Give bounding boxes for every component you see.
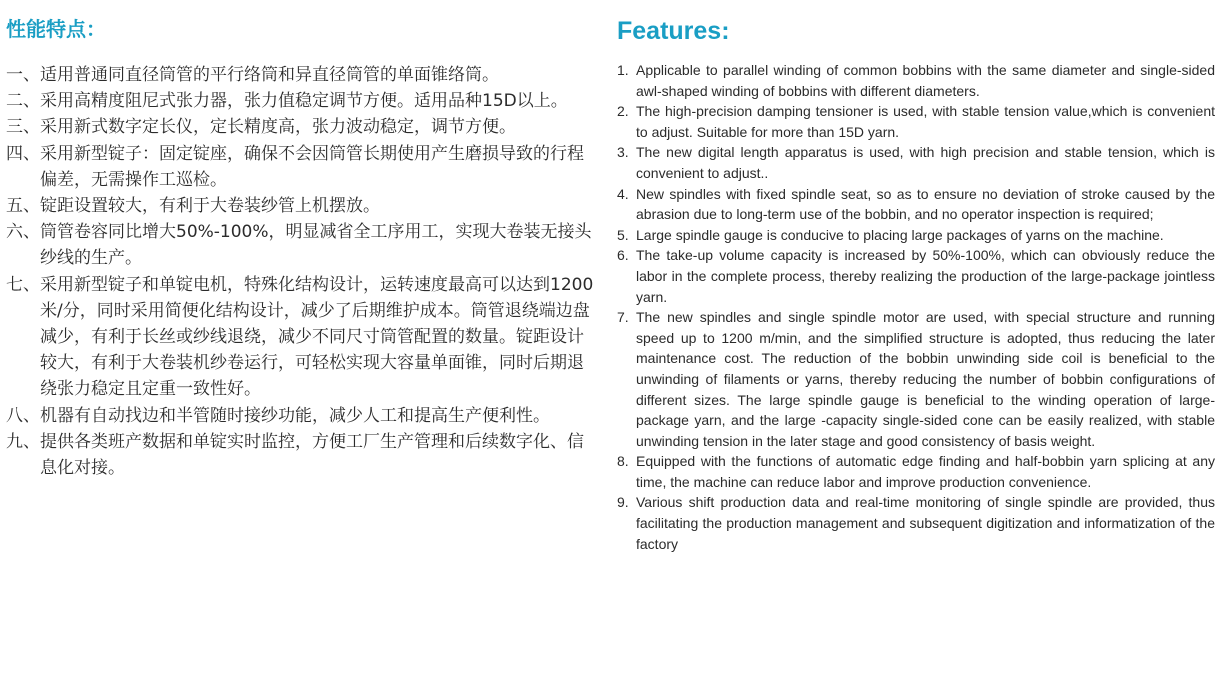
english-feature-number: 2. <box>617 103 629 120</box>
chinese-features-section <box>6 14 596 481</box>
chinese-feature-number: 四、 <box>6 143 40 164</box>
english-feature-text: The new digital length apparatus is used, with high precision and stable tension, which is convenient to adjust.. <box>636 144 1215 181</box>
english-feature-text: The take-up volume capacity is increased by 50%-100%, which can obviously reduce the labor in the complete process, thereby realizing the production of the large-package jointless yarn. <box>636 247 1215 305</box>
english-feature-text: Applicable to parallel winding of common bobbins with the same diameter and single-sided awl-shaped winding of bobbins with different diameters. <box>636 62 1215 99</box>
english-feature-item-5 <box>617 225 1215 246</box>
chinese-feature-number: 一、 <box>6 65 40 85</box>
chinese-feature-item-8 <box>6 403 596 429</box>
chinese-feature-item-2 <box>6 88 596 114</box>
english-feature-text: Various shift production data and real-time monitoring of single spindle are provided, thus facilitating the production management and subsequent digitization and informatization of the factory <box>636 494 1215 552</box>
english-feature-number: 5. <box>617 226 629 243</box>
chinese-feature-item-5 <box>6 193 596 219</box>
english-feature-text: New spindles with fixed spindle seat, so as to ensure no deviation of stroke caused by the abrasion due to long-term use of the bobbin, and no operator inspection is required; <box>636 185 1215 223</box>
chinese-feature-number: 三、 <box>6 117 40 138</box>
chinese-feature-number: 二、 <box>6 91 40 112</box>
chinese-feature-number: 九、 <box>6 431 40 452</box>
chinese-feature-item-6 <box>6 219 596 271</box>
chinese-feature-text: 筒管卷容同比增大50%-100%，明显减省全工序用工，实现大卷装无接头纱线的生产。 <box>40 222 592 269</box>
english-feature-number: 4. <box>617 185 629 202</box>
english-feature-item-6 <box>617 245 1215 307</box>
chinese-feature-item-7 <box>6 272 596 403</box>
chinese-feature-text: 适用普通同直径筒管的平行络筒和异直径筒管的单面锥络筒。 <box>40 65 499 85</box>
english-feature-text: Large spindle gauge is conducive to placing large packages of yarns on the machine. <box>636 226 1164 243</box>
chinese-feature-text: 提供各类班产数据和单锭实时监控，方便工厂生产管理和后续数字化、信息化对接。 <box>40 431 584 479</box>
english-feature-item-2 <box>617 101 1215 142</box>
chinese-feature-number: 八、 <box>6 405 40 426</box>
english-feature-item-7 <box>617 307 1215 451</box>
english-feature-text: The high-precision damping tensioner is used, with stable tension value,which is convenient to adjust. Suitable for more than 15D yarn. <box>636 103 1215 140</box>
chinese-feature-item-3 <box>6 114 596 140</box>
english-feature-number: 7. <box>617 309 629 326</box>
english-feature-item-4 <box>617 184 1215 225</box>
english-features-list <box>617 60 1215 554</box>
english-features-section <box>617 14 1215 554</box>
english-feature-item-9 <box>617 492 1215 554</box>
chinese-feature-item-1 <box>6 62 596 88</box>
chinese-feature-text: 采用新型锭子和单锭电机，特殊化结构设计，运转速度最高可以达到1200米/分，同时采用简便化结构设计，减少了后期维护成本。筒管退绕端边盘减少，有利于长丝或纱线退绕，减少不同尺寸筒管配置的数量。锭距设计较大，有利于大卷装机纱卷运行，可轻松实现大容量单面锥，同时后期退绕张力稳定且定重一致性好。 <box>40 274 594 400</box>
chinese-feature-item-4 <box>6 141 596 193</box>
chinese-feature-number: 五、 <box>6 196 40 217</box>
english-feature-item-3 <box>617 142 1215 183</box>
chinese-features-heading: 性能特点： <box>6 17 106 41</box>
chinese-features-list <box>6 62 596 481</box>
chinese-feature-item-9 <box>6 429 596 481</box>
english-feature-item-1 <box>617 60 1215 101</box>
english-feature-text: Equipped with the functions of automatic edge finding and half-bobbin yarn splicing at any time, the machine can reduce labor and improve production convenience. <box>636 453 1215 490</box>
english-feature-number: 6. <box>617 247 629 264</box>
chinese-feature-text: 采用新式数字定长仪，定长精度高，张力波动稳定，调节方便。 <box>40 117 516 138</box>
chinese-feature-text: 采用高精度阻尼式张力器，张力值稳定调节方便。适用品种15D以上。 <box>40 91 568 112</box>
english-feature-number: 9. <box>617 494 629 511</box>
english-feature-item-8 <box>617 451 1215 492</box>
chinese-feature-text: 机器有自动找边和半管随时接纱功能，减少人工和提高生产便利性。 <box>40 405 550 426</box>
chinese-feature-text: 采用新型锭子：固定锭座，确保不会因筒管长期使用产生磨损导致的行程偏差，无需操作工巡检。 <box>40 143 584 190</box>
english-feature-text: The new spindles and single spindle motor are used, with special structure and running speed up to 1200 m/min, and the simplified structure is adopted, thus reducing the later maintenance cost. The reduction of the bobbin unwinding side coil is beneficial to the unwinding of filaments or yarns, thereby reducing the number of bobbin configurations of different sizes. The large spindle gauge is beneficial to the winding operation of large-package yarn, and the large -capacity single-sided cone can be easily realized, with stable unwinding tension in the later stage and good consistency of basis weight. <box>636 309 1215 449</box>
english-feature-number: 8. <box>617 453 629 470</box>
chinese-feature-number: 六、 <box>6 222 40 243</box>
english-feature-number: 3. <box>617 144 629 161</box>
english-feature-number: 1. <box>617 62 629 78</box>
english-features-heading: Features: <box>617 17 730 45</box>
chinese-feature-number: 七、 <box>6 274 40 295</box>
chinese-feature-text: 锭距设置较大，有利于大卷装纱管上机摆放。 <box>40 196 380 217</box>
